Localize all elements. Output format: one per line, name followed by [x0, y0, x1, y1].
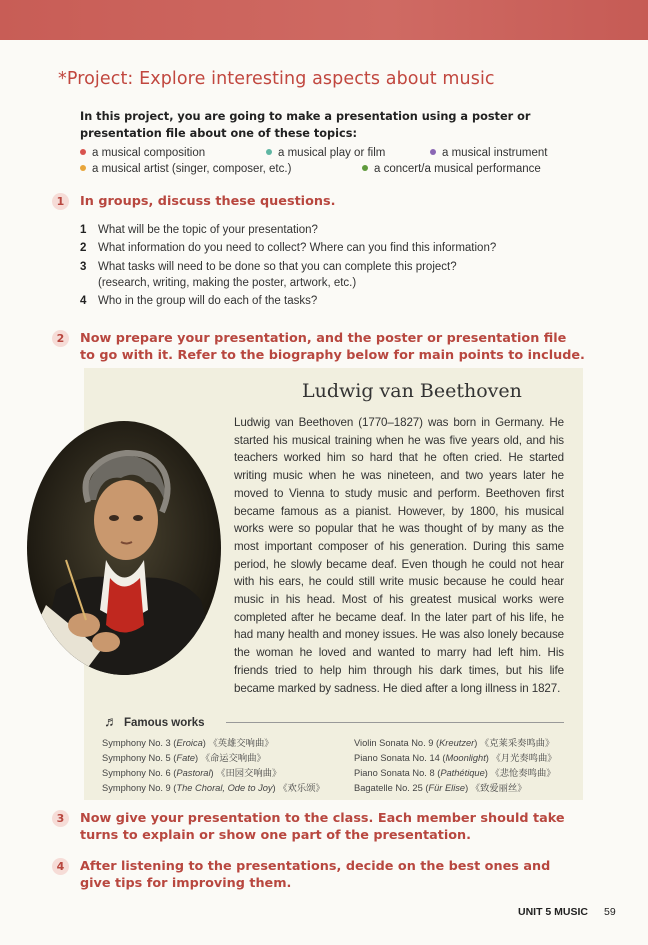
topic-item: [362, 163, 541, 175]
page-number: 59: [604, 906, 616, 918]
work-item: Violin Sonata No. 9 (Kreutzer) 《克莱采奏鸣曲》: [354, 738, 555, 748]
work-item: Symphony No. 5 (Fate) 《命运交响曲》: [102, 753, 266, 763]
page-title: *Project: Explore interesting aspects about music: [58, 69, 495, 89]
topic-label: a concert/a musical performance: [374, 163, 541, 175]
works-heading-label: Famous works: [124, 717, 205, 729]
bullet-icon: [266, 149, 272, 155]
question-text: What information do you need to collect? Where can you find this information?: [98, 242, 497, 254]
question-number: 1: [80, 224, 87, 236]
topic-item: [430, 147, 547, 159]
question-item: [80, 259, 500, 291]
divider: [226, 722, 564, 723]
famous-works-heading: [104, 713, 205, 729]
topic-label: a musical artist (singer, composer, etc.): [92, 163, 292, 175]
topic-label: a musical composition: [92, 147, 206, 159]
task-number: 2: [52, 330, 69, 347]
task-number: 3: [52, 810, 69, 827]
beethoven-portrait: [26, 420, 222, 676]
work-item: Bagatelle No. 25 (Für Elise) 《致爱丽丝》: [354, 783, 527, 793]
question-number: 4: [80, 295, 87, 307]
question-item: [80, 293, 590, 309]
music-notes-icon: ♬: [104, 713, 118, 729]
task-heading: Now give your presentation to the class. Each member should take turns to explain or show one part of the presentation.: [80, 811, 565, 843]
unit-label: UNIT 5 MUSIC: [518, 906, 589, 918]
biography-text: Ludwig van Beethoven (1770–1827) was born in Germany. He started his musical training when he was five years old, and his teachers worked him so hard that he often cried. He started writing music when he was nineteen, and two years later he moved to Vienna to study music and perform. Beethoven first became famous as a pianist. However, by 1800, his musical works were so popular that he was thought of by many as the most important composer of his generation. During this same period, he slowly became deaf. Even though he could not hear with his ears, he could still write music because he could hear music in his head. Most of his greatest musical works were completed after he became deaf. In the later part of his life, he had many health and money issues. He was also lonely because the woman he loved and wanted to marry had left him. His friends tried to help him through his dark times, but his life became marked by sadness. He died after a long illness in 1827.: [234, 416, 564, 695]
bullet-icon: [362, 165, 368, 171]
task-heading: After listening to the presentations, decide on the best ones and give tips for improving them.: [80, 859, 551, 891]
work-item: Symphony No. 9 (The Choral, Ode to Joy) 《欢乐颂》: [102, 783, 325, 793]
task-heading: In groups, discuss these questions.: [80, 194, 336, 209]
bullet-icon: [80, 149, 86, 155]
topic-label: a musical instrument: [442, 147, 548, 159]
question-number: 3: [80, 261, 87, 273]
topic-item: [80, 163, 291, 175]
task-heading: Now prepare your presentation, and the poster or presentation file to go with it. Refer to the biography below for main points to include.: [80, 331, 585, 363]
topic-label: a musical play or film: [278, 147, 386, 159]
question-text: What tasks will need to be done so that you can complete this project? (research, writing, making the poster, artwork, etc.): [98, 261, 457, 289]
question-text: Who in the group will do each of the tasks?: [98, 295, 318, 307]
works-list-left: [102, 736, 325, 796]
work-item: Symphony No. 6 (Pastoral) 《田园交响曲》: [102, 768, 282, 778]
task-number: 4: [52, 858, 69, 875]
biography-title: Ludwig van Beethoven: [302, 380, 522, 402]
work-item: Piano Sonata No. 8 (Pathétique) 《悲怆奏鸣曲》: [354, 768, 556, 778]
question-text: What will be the topic of your presentation?: [98, 224, 318, 236]
topic-item: [266, 147, 385, 159]
bullet-icon: [430, 149, 436, 155]
bullet-icon: [80, 165, 86, 171]
task-number: 1: [52, 193, 69, 210]
work-item: Symphony No. 3 (Eroica) 《英雄交响曲》: [102, 738, 274, 748]
topic-item: [80, 147, 205, 159]
question-item: [80, 240, 590, 256]
project-intro: In this project, you are going to make a presentation using a poster or presentation file about one of these topics:: [80, 110, 531, 140]
question-item: [80, 222, 590, 238]
header-bar: [0, 0, 648, 40]
works-list-right: [354, 736, 557, 796]
question-number: 2: [80, 242, 87, 254]
work-item: Piano Sonata No. 14 (Moonlight) 《月光奏鸣曲》: [354, 753, 557, 763]
